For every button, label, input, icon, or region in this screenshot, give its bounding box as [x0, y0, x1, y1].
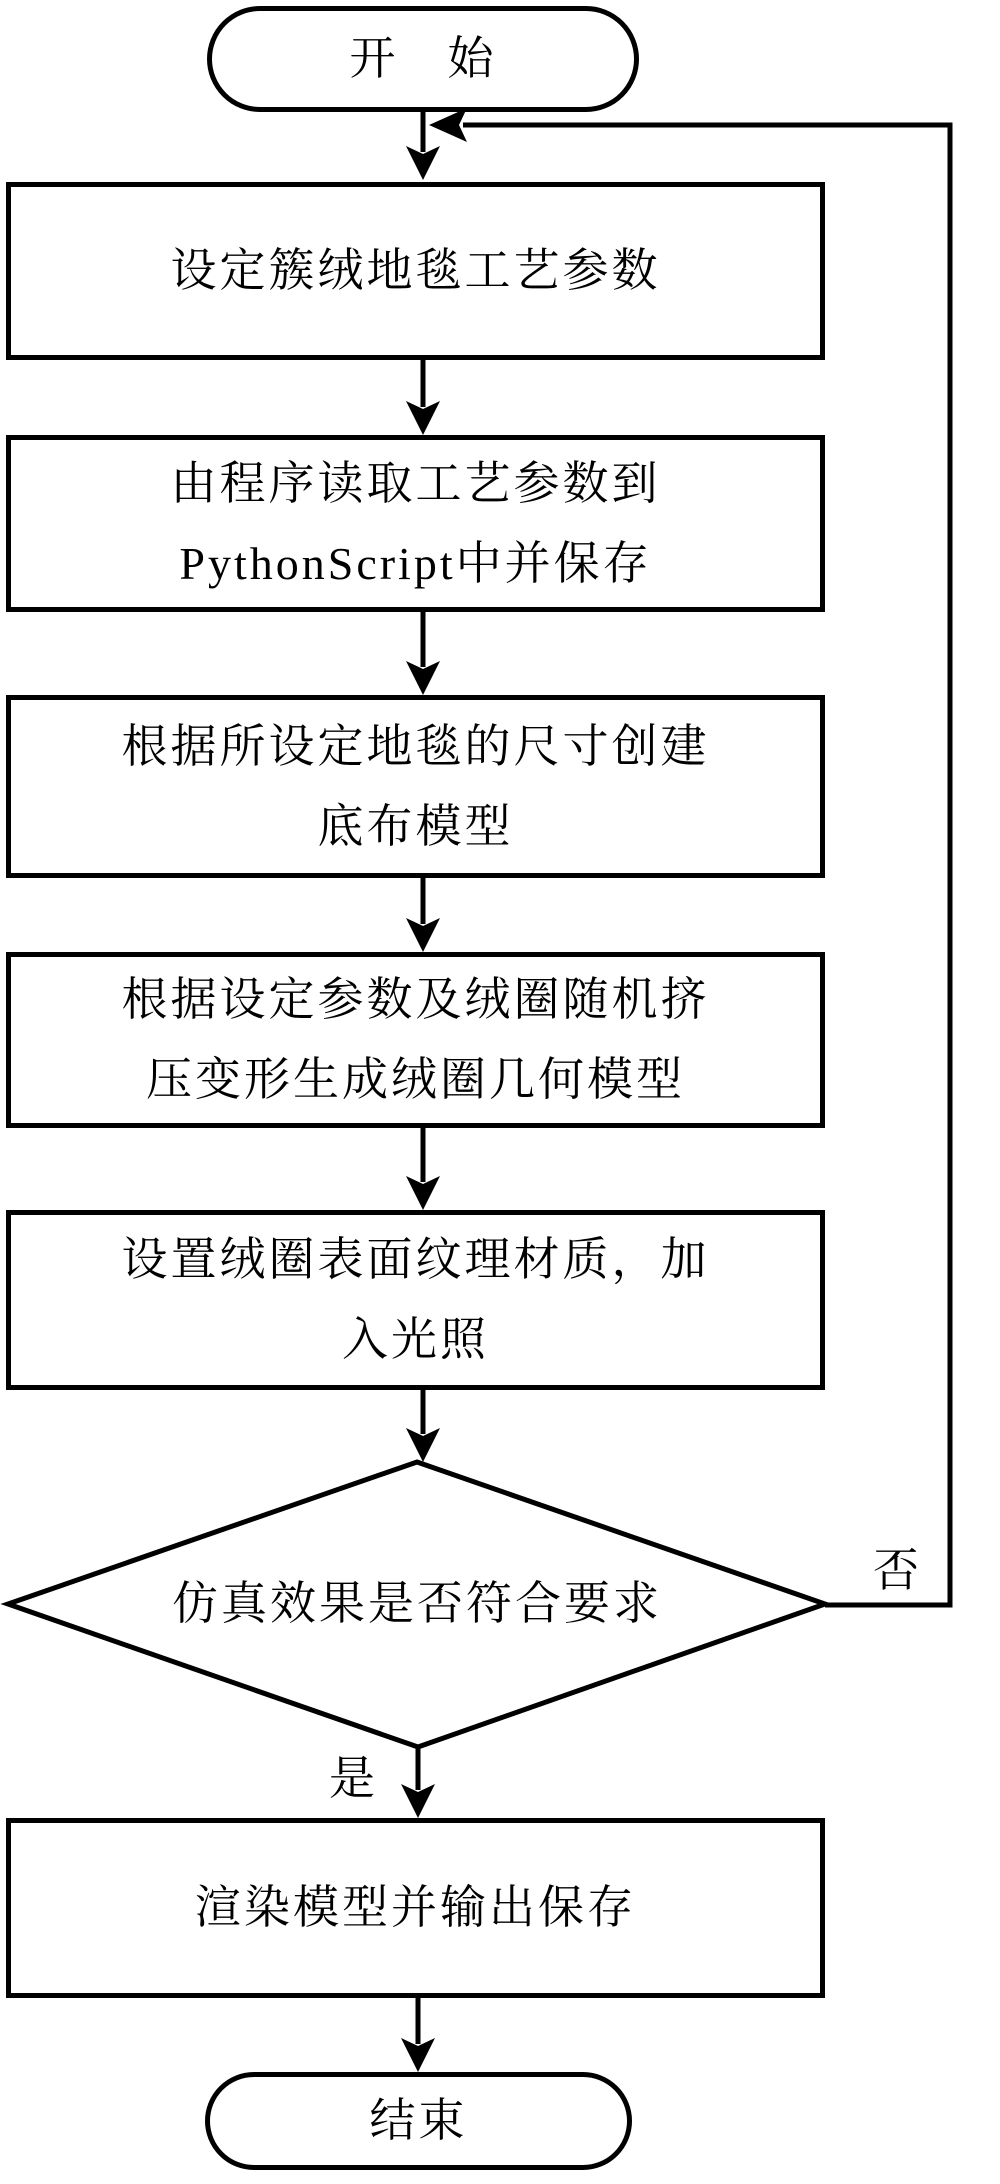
- end-terminator: [205, 2072, 632, 2170]
- start-label: 开 始: [349, 33, 497, 84]
- step-text-line: 渲染模型并输出保存: [195, 1882, 636, 1933]
- start-terminator: [207, 6, 639, 112]
- process-step-read-parameters: [6, 435, 825, 612]
- process-step-create-base-model: [6, 695, 825, 878]
- step-text-line: 入光照: [342, 1314, 489, 1365]
- step-text-line: 根据所设定地毯的尺寸创建: [121, 720, 710, 772]
- process-step-set-parameters: [6, 182, 825, 360]
- arrowhead-feedback-left: [429, 108, 467, 142]
- edge-label-yes: 是: [329, 1753, 375, 1804]
- step-text-line: 设定簇绒地毯工艺参数: [170, 245, 661, 296]
- process-step-render-output: [6, 1818, 825, 1998]
- process-step-set-texture-lighting: [6, 1210, 825, 1390]
- process-step-generate-loop-model: [6, 952, 825, 1128]
- step-text-line: PythonScript中并保存: [179, 537, 652, 589]
- decision-label: 仿真效果是否符合要求: [172, 1578, 662, 1629]
- step-text-line: 根据设定参数及绒圈随机挤: [121, 974, 710, 1025]
- edge-label-no: 否: [873, 1545, 919, 1596]
- step-text-line: 由程序读取工艺参数到: [170, 457, 661, 509]
- step-text-line: 底布模型: [317, 800, 514, 852]
- step-text-line: 压变形生成绒圈几何模型: [146, 1054, 685, 1105]
- step-text-line: 设置绒圈表面纹理材质，加: [121, 1234, 710, 1285]
- end-label: 结束: [369, 2095, 468, 2146]
